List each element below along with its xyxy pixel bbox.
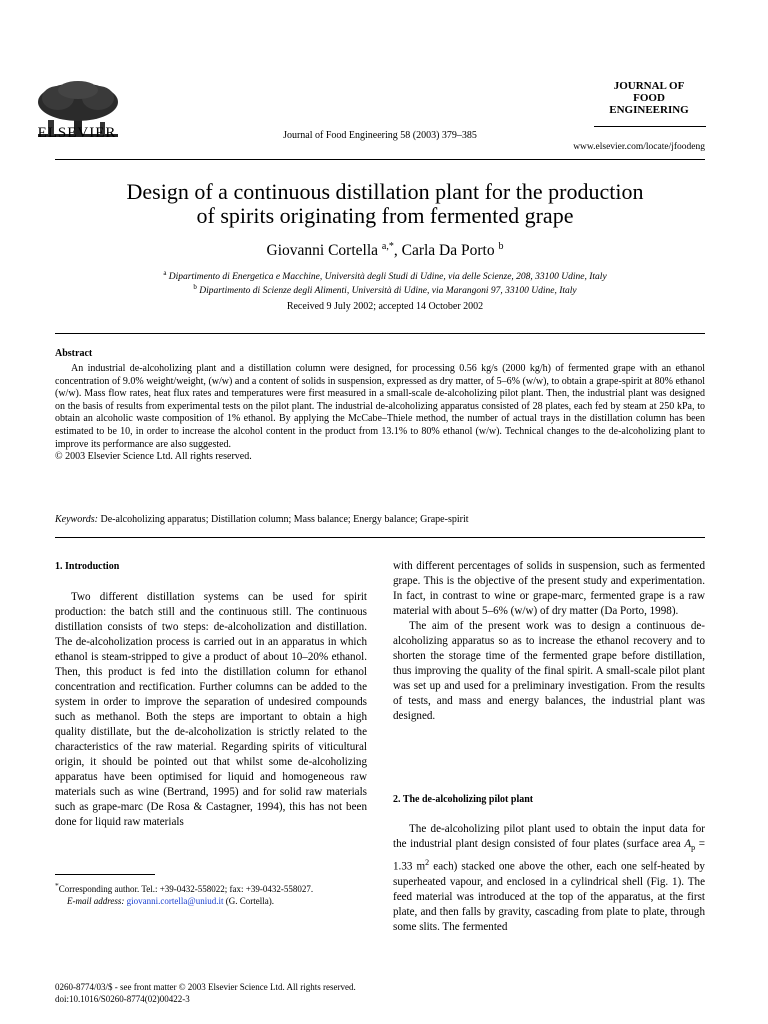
abstract-top-rule — [55, 333, 705, 334]
keywords-list: De-alcoholizing apparatus; Distillation column; Mass balance; Energy balance; Grape-spirit — [100, 514, 469, 525]
title-line: Design of a continuous distillation plant for the production — [126, 179, 644, 204]
journal-name-line: FOOD — [633, 92, 665, 104]
area-subscript: p — [691, 843, 696, 853]
email-link[interactable]: giovanni.cortella@uniud.it — [126, 896, 224, 906]
journal-name-line: ENGINEERING — [609, 104, 689, 116]
section-heading-introduction: 1. Introduction — [55, 561, 120, 572]
keywords — [55, 514, 705, 525]
journal-url[interactable]: www.elsevier.com/locate/jfoodeng — [573, 142, 705, 152]
affiliation-text: Dipartimento di Scienze degli Alimenti, Università di Udine, via Marangoni 97, 33100 Udine, Italy — [199, 286, 577, 296]
author-name: Carla Da Porto — [401, 242, 495, 259]
paragraph: The de-alcoholizing pilot plant used to obtain the input data for the industrial plant design consisted of four plates (surface area $A_p = 1.33$ $m^2$ each) stacked one above the other, each one self-heated by superheated vapour, and enclosed in a cylindrical shell (Fig. 1). The feed material was introduced at the top of the apparatus, at the first plate, and then falls by gravity, cascading from plate to plate, through some slits. The fermented — [393, 823, 705, 933]
keywords-label: Keywords: — [55, 514, 98, 525]
abstract-copyright: © 2003 Elsevier Science Ltd. All rights reserved. — [55, 451, 252, 463]
section-heading-pilot-plant: 2. The de-alcoholizing pilot plant — [393, 794, 534, 805]
journal-name — [594, 80, 704, 116]
abstract-bottom-rule — [55, 537, 705, 538]
paragraph: with different percentages of solids in suspension, such as fermented grape. This is the objective of the present study and experimentation. In fact, in contrast to wine or grape-marc, fermented grape is a raw material with about 5–6% (w/w) of dry matter (Da Porto, 1998). — [393, 560, 705, 617]
footnote-text: Corresponding author. Tel.: +39-0432-558022; fax: +39-0432-558027. — [58, 884, 314, 894]
front-matter-line: 0260-8774/03/$ - see front matter © 2003 Elsevier Science Ltd. All rights reserved. — [55, 982, 356, 992]
front-matter-info — [55, 981, 705, 1005]
paragraph: Two different distillation systems can be used for spirit production: the batch still and the continuous still. The continuous distillation consists of two steps: de-alcoholization and distillation. The de-alcoholization process is carried out in an apparatus in which ethanol is steam-stripped to give a product of about 10–20% ethanol. Then, this product is fed into the distillation column for ethanol concentration and rectification. Further columns can be added to the system in order to improve the separation of undesired compounds such as methanol. Both the steps are important to obtain a high quality distillate, but the de-alcoholization is strictly related to the characteristics of the raw material. Regarding spirits of viticultural origin, it should be pointed out that whilst some de-alcoholizing apparatus have been optimised for liquid and homogeneous raw materials such as wine (Bertrand, 1995) and for solid raw materials such as grape-marc (De Rosa & Castagner, 1994), this has not been done for liquid raw materials — [55, 591, 367, 828]
abstract-text: An industrial de-alcoholizing plant and a distillation column were designed, for processing 0.56 kg/s (2000 kg/h) of fermented grape with an ethanol concentration of 9.0% weight/weight, (w/w) and a content of solids in suspension, expressed as dry matter, of 5–6% (w/w), to obtain a grape-spirit at 80% ethanol (w/w). Mass flow rates, heat flux rates and temperatures were first measured in a small-scale de-alcoholizing pilot plant. Then, the industrial plant was designed on the basis of results from experimental tests on the pilot plant. The industrial de-alcoholizing apparatus consisted of 28 plates, each fed by steam at 250 kPa, to obtain an alcoholic waste composition of 1% ethanol. By applying the McCabe–Thiele method, the number of actual trays in the distillation column has been estimated to be 10, in order to increase the alcohol content in the product from 13.1% to 80% ethanol (w/w). Technical changes to the de-alcoholizing plant to improve its performance are also suggested. — [55, 363, 705, 450]
abstract-body — [55, 363, 705, 464]
affiliation-a — [60, 269, 710, 282]
right-column-text-top — [393, 559, 705, 724]
right-column-text-bottom — [393, 822, 705, 935]
author-affiliation-mark: a,* — [381, 241, 394, 252]
journal-name-divider — [594, 126, 706, 127]
header-rule — [55, 159, 705, 160]
email-label: E-mail address: — [67, 896, 125, 906]
left-column-text — [55, 590, 367, 830]
affiliation-b — [60, 283, 710, 296]
author-separator: , — [393, 242, 402, 259]
author-affiliation-mark: b — [498, 241, 504, 252]
corresponding-author-footnote — [55, 880, 367, 907]
article-title — [60, 180, 710, 228]
received-dates: Received 9 July 2002; accepted 14 October 2002 — [286, 301, 484, 312]
footnote-mark: * — [55, 881, 59, 890]
publisher-name: ELSEVIER — [37, 125, 117, 141]
area-symbol: A — [684, 838, 692, 850]
affiliation-text: Dipartimento di Energetica e Macchine, Università degli Studi di Udine, via delle Scienze, 208, 33100 Udine, Italy — [168, 272, 607, 282]
affiliation-mark: a — [163, 269, 167, 277]
paragraph: The aim of the present work was to design a continuous de-alcoholizing apparatus so as to increase the ethanol recovery and to shorten the storage time of the fermented grape before distillation, thus improving the quality of the final spirit. A small-scale pilot plant was set up and used for a preliminary investigation. From the results of tests, and mass and energy balances, the industrial plant was designed. — [393, 620, 705, 722]
journal-name-line: JOURNAL OF — [613, 80, 685, 92]
journal-citation: Journal of Food Engineering 58 (2003) 379–385 — [283, 130, 477, 141]
author-list — [60, 241, 710, 260]
abstract-heading: Abstract — [55, 348, 93, 359]
title-line: of spirits originating from fermented grape — [196, 203, 574, 228]
author-name: Giovanni Cortella — [266, 242, 379, 259]
email-suffix: (G. Cortella). — [223, 896, 274, 906]
unit-superscript: 2 — [425, 858, 430, 868]
doi[interactable]: doi:10.1016/S0260-8774(02)00422-3 — [55, 994, 190, 1004]
footnote-rule — [55, 874, 155, 875]
affiliation-mark: b — [193, 283, 197, 291]
